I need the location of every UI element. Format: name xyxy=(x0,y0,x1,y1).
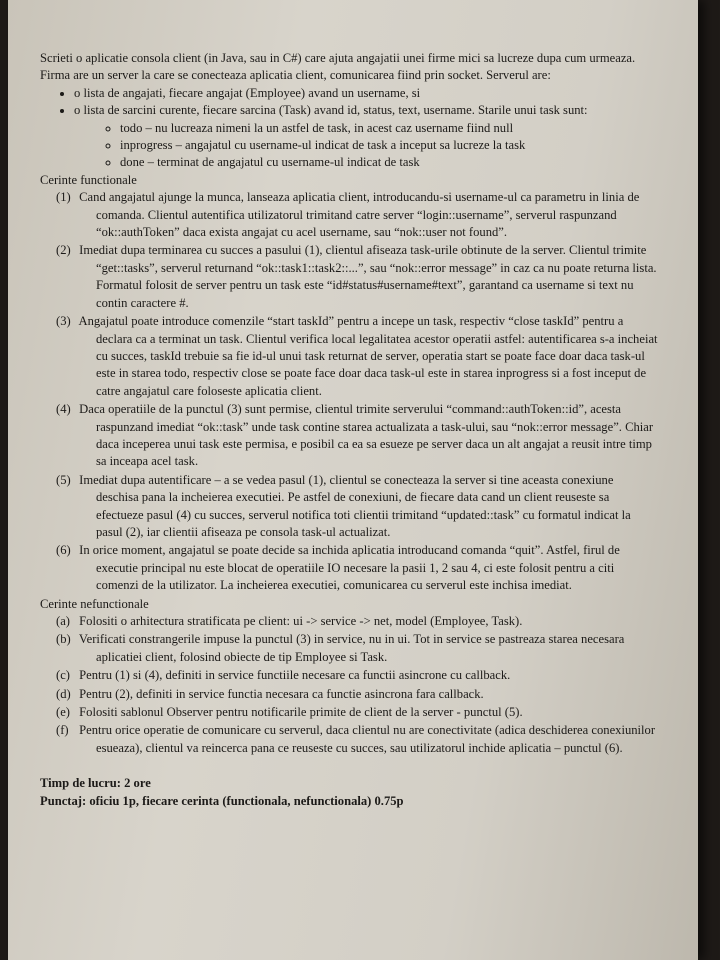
list-item: ◦ inprogress – angajatul cu username-ul indicat de task a inceput sa lucreze la task xyxy=(120,137,658,154)
item-text: Imediat dupa terminarea cu succes a pasului (1), clientul afiseaza task-urile obtinute de la server. Clientul trimite “get::tasks”, serverul returnand “ok::task1::task2::...”, sau “nok::error message” in caz ca nu poate returna lista. Formatul folosit de server pentru un task este “id#status#username#text”, garantand ca username si text nu contin caractere #. xyxy=(79,243,657,310)
server-list xyxy=(40,85,658,172)
list-item: (6) In orice moment, angajatul se poate decide sa inchida aplicatia introducand comanda “quit”. Astfel, firul de executie principal nu este blocat de operatiile IO necesare la pasii 1, 2 sau 4, ci este folosit pentru a citi comenzi de la utilizator. La incheierea executiei, comunicarea cu serverul este inchisa imediat. xyxy=(56,543,620,593)
item-text: In orice moment, angajatul se poate decide sa inchida aplicatia introducand comanda “quit”. Astfel, firul de executie principal nu este blocat de operatiile IO necesare la pasii 1, 2 sau 4, ci este folosit pentru a citi comenzi de la utilizator. La incheierea executiei, comunicarea cu serverul este inchisa imediat. xyxy=(79,543,620,593)
paper-sheet xyxy=(8,0,698,960)
item-text: Imediat dupa autentificare – a se vedea pasul (1), clientul se conecteaza la server si tine aceasta conexiune deschisa pana la incheierea executiei. Pe astfel de conexiuni, de fiecare data cand un client reuseste sa efectueze pasul (4) cu succes, serverul notifica toti clientii trimitand “updated::task” cu formatul indicat la pasul (2), iar clientii afiseaza pe consola task-ul actualizat. xyxy=(79,472,631,539)
list-item: (4) Daca operatiile de la punctul (3) sunt permise, clientul trimite serverului “command::authToken::id”, acesta raspunzand imediat “ok::task” unde task contine starea actualizata a task-ului, sau “nok::error message”. Chiar daca inceperea unui task este permisa, e posibil ca ea sa esueze pe server daca un alt angajat a reusit intre timp sa inceapa acel task. xyxy=(56,402,654,469)
nonfunctional-heading: Cerinte nefunctionale xyxy=(40,596,149,611)
list-item: (d) Pentru (2), definiti in service functia necesara ca functie asincrona fara callback. xyxy=(56,686,484,701)
footer xyxy=(40,775,658,810)
list-item-text: o lista de sarcini curente, fiecare sarcina (Task) avand id, status, text, username. Starile unui task sunt: xyxy=(74,103,588,118)
list-item: (e) Folositi sablonul Observer pentru notificarile primite de client de la server - punctul (5). xyxy=(56,705,523,720)
list-item: • o lista de angajati, fiecare angajat (Employee) avand un username, si xyxy=(74,85,658,102)
functional-heading: Cerinte functionale xyxy=(40,172,137,187)
item-text: Folositi o arhitectura stratificata pe client: ui -> service -> net, model (Employee, Task). xyxy=(79,614,523,628)
list-item: (b) Verificati constrangerile impuse la punctul (3) in service, nu in ui. Tot in service se pastreaza starea necesara aplicatiei client, folosind obiecte de tip Employee si Task. xyxy=(56,632,625,664)
work-time: Timp de lucru: 2 ore xyxy=(40,776,151,791)
intro-paragraph: Scrieti o aplicatie consola client (in Java, sau in C#) care ajuta angajatii unei firme mici sa lucreze dupa cum urmeaza. Firma are un server la care se conecteaza aplicatia client, comunicarea fiind prin socket. Serverul are: xyxy=(40,51,636,83)
list-item: (c) Pentru (1) si (4), definiti in service functiile necesare ca functii asincrone cu callback. xyxy=(56,668,511,683)
item-text: Daca operatiile de la punctul (3) sunt permise, clientul trimite serverului “command::authToken::id”, acesta raspunzand imediat “ok::task” unde task contine starea actualizata a task-ului, sau “nok::error message”. Chiar daca inceperea unui task este permisa, e posibil ca ea sa esueze pe server daca un alt angajat a reusit intre timp sa inceapa acel task. xyxy=(79,402,654,469)
item-text: Pentru (1) si (4), definiti in service functiile necesare ca functii asincrone cu callback. xyxy=(79,668,511,683)
score-line: Punctaj: oficiu 1p, fiecare cerinta (functionala, nefunctionala) 0.75p xyxy=(40,793,404,808)
nonfunctional-list xyxy=(40,613,658,757)
item-text: Angajatul poate introduce comenzile “start taskId” pentru a incepe un task, respectiv “close taskId” pentru a declara ca a terminat un task. Clientul verifica local legalitatea acestor operatii astfel: autentificarea s-a incheiat cu succes, taskId trebuie sa fie id-ul unui task returnat de server, operatia start se poate face doar daca task-ul este in starea todo, respectiv close se poate face doar daca task-ul este in starea inprogress si a fost inceput de catre angajatul care foloseste aplicatia client. xyxy=(78,314,658,398)
document-body xyxy=(40,50,658,810)
functional-list xyxy=(40,189,658,594)
item-text: Folositi sablonul Observer pentru notificarile primite de client de la server - punctul (5). xyxy=(79,705,523,720)
item-text: Pentru (2), definiti in service functia necesara ca functie asincrona fara callback. xyxy=(79,686,484,701)
list-item: (a) Folositi o arhitectura stratificata pe client: ui -> service -> net, model (Employee, Task). xyxy=(56,614,523,628)
list-item: ◦ todo – nu lucreaza nimeni la un astfel de task, in acest caz username fiind null xyxy=(120,120,658,137)
list-item: (f) Pentru orice operatie de comunicare cu serverul, daca clientul nu are conectivitate (adica deschiderea conexiunilor esueaza), clientul va reincerca pana ce reuseste cu succes, sau utilizatorul inchide aplicatia – punctul (6). xyxy=(56,723,656,755)
list-item: (5) Imediat dupa autentificare – a se vedea pasul (1), clientul se conecteaza la server si tine aceasta conexiune deschisa pana la incheierea executiei. Pe astfel de conexiuni, de fiecare data cand un client reuseste sa efectueze pasul (4) cu succes, serverul notifica toti clientii trimitand “updated::task” cu formatul indicat la pasul (2), iar clientii afiseaza pe consola task-ul actualizat. xyxy=(56,472,631,539)
list-item: (1) Cand angajatul ajunge la munca, lanseaza aplicatia client, introducandu-si username-ul ca parametru in linia de comanda. Clientul autentifica utilizatorul trimitand catre server “login::username”, serverul raspunzand “ok::authToken” daca exista angajat cu acel username, sau “nok::user not found”. xyxy=(56,190,640,240)
task-states-list xyxy=(74,120,658,172)
list-item: (3) Angajatul poate introduce comenzile “start taskId” pentru a incepe un task, respectiv “close taskId” pentru a declara ca a terminat un task. Clientul verifica local legalitatea acestor operatii astfel: autentificarea s-a incheiat cu succes, taskId trebuie sa fie id-ul unui task returnat de server, operatia start se poate face doar daca task-ul este in starea todo, respectiv close se poate face doar daca task-ul este in starea inprogress si a fost inceput de catre angajatul care foloseste aplicatia client. xyxy=(56,314,658,398)
list-item xyxy=(74,102,658,172)
list-item: ◦ done – terminat de angajatul cu username-ul indicat de task xyxy=(120,154,658,171)
item-text: Pentru orice operatie de comunicare cu serverul, daca clientul nu are conectivitate (adica deschiderea conexiunilor esueaza), clientul va reincerca pana ce reuseste cu succes, sau utilizatorul inchide aplicatia – punctul (6). xyxy=(79,723,656,755)
list-item: (2) Imediat dupa terminarea cu succes a pasului (1), clientul afiseaza task-urile obtinute de la server. Clientul trimite “get::tasks”, serverul returnand “ok::task1::task2::...”, sau “nok::error message” in caz ca nu poate returna lista. Formatul folosit de server pentru un task este “id#status#username#text”, garantand ca username si text nu contin caractere #. xyxy=(56,243,657,310)
item-text: Cand angajatul ajunge la munca, lanseaza aplicatia client, introducandu-si username-ul ca parametru in linia de comanda. Clientul autentifica utilizatorul trimitand catre server “login::username”, serverul raspunzand “ok::authToken” daca exista angajat cu acel username, sau “nok::user not found”. xyxy=(79,190,640,240)
item-text: Verificati constrangerile impuse la punctul (3) in service, nu in ui. Tot in service se pastreaza starea necesara aplicatiei client, folosind obiecte de tip Employee si Task. xyxy=(78,632,625,664)
